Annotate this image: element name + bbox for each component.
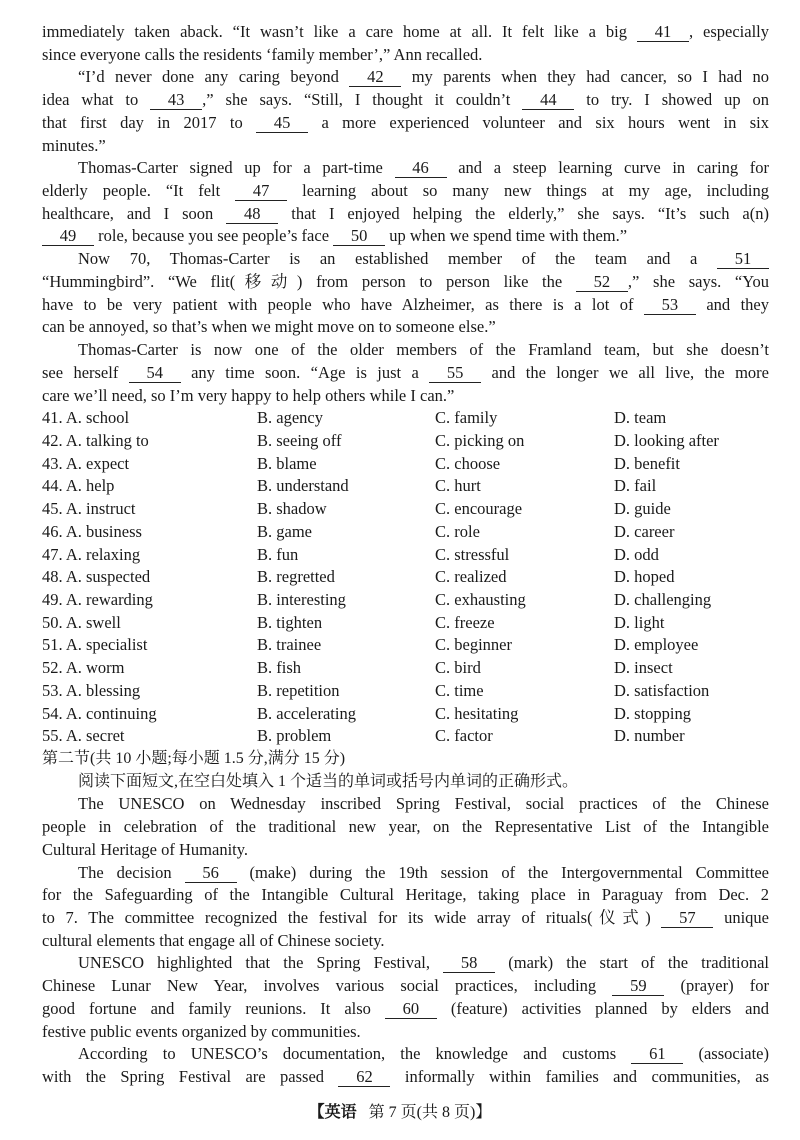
option-c: C. beginner (435, 635, 512, 655)
option-b: B. regretted (257, 567, 335, 587)
text-segment: unique (713, 908, 769, 928)
option-d: D. challenging (614, 589, 712, 609)
footer-page-number: 第 7 页(共 8 页)】 (368, 1104, 492, 1121)
answer-blank: 47 (235, 182, 287, 201)
option-row (42, 703, 769, 726)
option-row (42, 453, 769, 476)
text-segment: and they (695, 294, 769, 314)
answer-blank: 50 (333, 227, 385, 246)
option-b: B. problem (257, 726, 332, 746)
option-b: B. game (257, 521, 312, 541)
text-line (42, 21, 769, 44)
text-line (42, 998, 769, 1021)
text-line (42, 271, 769, 294)
text-segment: (feature) activities planned by elders and (436, 998, 769, 1018)
text-segment: (associate) (683, 1044, 770, 1064)
text-line (42, 975, 769, 998)
text-segment: Chinese Lunar New Year, involves various social practices, including (42, 976, 613, 996)
text-line (42, 225, 769, 248)
option-c: C. exhausting (435, 589, 526, 609)
option-a: 52. A. worm (42, 658, 125, 678)
text-line (42, 1066, 769, 1089)
text-segment: a more experienced volunteer and six hours went in six (308, 112, 769, 132)
text-line (42, 884, 769, 907)
text-segment: and the longer we all live, the more (481, 362, 769, 382)
option-a: 53. A. blessing (42, 680, 141, 700)
option-d: D. stopping (614, 703, 692, 723)
answer-blank: 49 (42, 227, 94, 246)
option-row (42, 430, 769, 453)
passage-fill-in (42, 793, 769, 1088)
text-segment: minutes.” (42, 135, 106, 155)
page-footer (0, 1099, 800, 1122)
text-segment: people in celebration of the traditional new year, on the Representative List of the Intangible (42, 817, 769, 837)
text-segment: since everyone calls the residents ‘family member’,” Ann recalled. (42, 44, 483, 64)
option-a: 54. A. continuing (42, 703, 157, 723)
option-row (42, 634, 769, 657)
text-line (42, 839, 769, 862)
option-d: D. employee (614, 635, 699, 655)
options-list (42, 407, 769, 748)
text-line (42, 816, 769, 839)
text-segment: to 7. The committee recognized the festival for its wide array of rituals(仪式) (42, 908, 662, 928)
answer-blank: 61 (631, 1045, 683, 1064)
text-line (42, 89, 769, 112)
text-segment: Now 70, Thomas-Carter is an established member of the team and a (78, 249, 717, 269)
text-segment: Cultural Heritage of Humanity. (42, 839, 249, 859)
option-b: B. understand (257, 476, 349, 496)
answer-blank: 48 (226, 205, 278, 224)
option-c: C. freeze (435, 612, 495, 632)
option-d: D. hoped (614, 567, 675, 587)
passage-cloze (42, 21, 769, 407)
text-segment: to try. I showed up on (574, 90, 769, 110)
text-segment: “I’d never done any caring beyond (78, 67, 350, 87)
option-row (42, 680, 769, 703)
footer-subject: 【英语 (308, 1104, 357, 1121)
text-segment: care we’ll need, so I’m very happy to help others while I can.” (42, 385, 455, 405)
option-b: B. tighten (257, 612, 323, 632)
text-segment: The decision (78, 862, 185, 882)
text-segment: any time soon. “Age is just a (180, 362, 430, 382)
option-d: D. fail (614, 476, 657, 496)
text-line (42, 952, 769, 975)
answer-blank: 41 (637, 23, 689, 42)
answer-blank: 44 (522, 91, 574, 110)
answer-blank: 62 (338, 1068, 390, 1087)
text-line (42, 362, 769, 385)
text-segment: have to be very patient with people who have Alzheimer, as there is a lot of (42, 294, 644, 314)
text-line (42, 930, 769, 953)
text-segment: role, because you see people’s face (94, 226, 334, 246)
answer-blank: 43 (150, 91, 202, 110)
text-segment: elderly people. “It felt (42, 181, 236, 201)
option-c: C. picking on (435, 430, 525, 450)
text-line (42, 135, 769, 158)
option-b: B. blame (257, 453, 317, 473)
text-line (42, 339, 769, 362)
answer-blank: 59 (612, 977, 664, 996)
option-d: D. number (614, 726, 685, 746)
option-c: C. hurt (435, 476, 481, 496)
text-line (42, 203, 769, 226)
option-b: B. seeing off (257, 430, 342, 450)
section-heading: 第二节(共 10 小题;每小题 1.5 分,满分 15 分) (42, 750, 346, 767)
exam-page (42, 21, 769, 1089)
answer-blank: 46 (395, 159, 447, 178)
option-a: 44. A. help (42, 476, 115, 496)
option-d: D. benefit (614, 453, 680, 473)
answer-blank: 60 (385, 1000, 437, 1019)
option-a: 41. A. school (42, 408, 130, 428)
section-instruction: 阅读下面短文,在空白处填入 1 个适当的单词或括号内单词的正确形式。 (78, 772, 579, 790)
option-b: B. interesting (257, 589, 346, 609)
text-segment: “Hummingbird”. “We flit(移动) from person to person like the (42, 271, 576, 291)
text-segment: (mark) the start of the traditional (495, 953, 769, 973)
option-row (42, 475, 769, 498)
text-segment: immediately taken aback. “It wasn’t like a care home at all. It felt like a big (42, 22, 637, 41)
text-line (42, 180, 769, 203)
option-c: C. stressful (435, 544, 510, 564)
option-row (42, 612, 769, 635)
answer-blank: 53 (644, 296, 696, 315)
option-b: B. repetition (257, 680, 340, 700)
text-segment: Thomas-Carter signed up for a part-time (78, 158, 395, 178)
option-b: B. trainee (257, 635, 322, 655)
option-row (42, 725, 769, 748)
option-a: 49. A. rewarding (42, 589, 153, 609)
option-c: C. factor (435, 726, 493, 746)
option-c: C. realized (435, 567, 507, 587)
option-a: 45. A. instruct (42, 499, 136, 519)
option-d: D. looking after (614, 430, 719, 450)
answer-blank: 42 (349, 68, 401, 87)
text-segment: The UNESCO on Wednesday inscribed Spring Festival, social practices of the Chinese (78, 794, 769, 814)
text-segment: see herself (42, 362, 129, 382)
answer-blank: 45 (256, 114, 308, 133)
text-segment: informally within families and communities, as (390, 1067, 769, 1087)
text-segment: , especially (688, 22, 770, 41)
option-d: D. insect (614, 658, 673, 678)
text-segment: for the Safeguarding of the Intangible Cultural Heritage, taking place in Paraguay from Dec. 2 (42, 885, 769, 905)
text-segment: (make) during the 19th session of the Intergovernmental Committee (236, 862, 770, 882)
answer-blank: 51 (717, 250, 769, 269)
option-c: C. hesitating (435, 703, 519, 723)
answer-blank: 57 (661, 909, 713, 928)
option-d: D. guide (614, 499, 671, 519)
option-d: D. satisfaction (614, 680, 710, 700)
option-d: D. odd (614, 544, 659, 564)
text-segment: cultural elements that engage all of Chinese society. (42, 930, 385, 950)
option-b: B. agency (257, 408, 323, 428)
text-line (42, 294, 769, 317)
text-line (42, 793, 769, 816)
text-segment: ,” she says. “Still, I thought it couldn’t (202, 90, 523, 110)
text-segment: healthcare, and I soon (42, 203, 227, 223)
option-d: D. career (614, 521, 675, 541)
text-line (42, 907, 769, 930)
answer-blank: 52 (576, 273, 628, 292)
text-line (42, 44, 769, 67)
text-segment: learning about so many new things at my age, including (287, 181, 769, 201)
text-segment: ,” she says. “You (627, 271, 769, 291)
text-line (42, 1043, 769, 1066)
option-row (42, 589, 769, 612)
option-a: 55. A. secret (42, 726, 125, 746)
option-a: 50. A. swell (42, 612, 121, 632)
option-d: D. light (614, 612, 665, 632)
option-a: 43. A. expect (42, 453, 130, 473)
text-line (42, 157, 769, 180)
option-c: C. time (435, 680, 484, 700)
text-segment: (prayer) for (664, 976, 769, 996)
answer-blank: 58 (443, 954, 495, 973)
text-line (42, 862, 769, 885)
option-c: C. bird (435, 658, 481, 678)
text-segment: good fortune and family reunions. It also (42, 998, 385, 1018)
text-line (42, 112, 769, 135)
answer-blank: 54 (129, 364, 181, 383)
option-c: C. encourage (435, 499, 523, 519)
option-d: D. team (614, 408, 667, 428)
text-segment: Thomas-Carter is now one of the older members of the Framland team, but she doesn’t (78, 340, 769, 360)
option-c: C. family (435, 408, 498, 428)
option-a: 51. A. specialist (42, 635, 148, 655)
option-c: C. role (435, 521, 480, 541)
answer-blank: 56 (185, 864, 237, 883)
option-b: B. fun (257, 544, 299, 564)
text-segment: UNESCO highlighted that the Spring Festival, (78, 953, 444, 973)
text-segment: with the Spring Festival are passed (42, 1067, 339, 1087)
text-line (42, 316, 769, 339)
option-row (42, 544, 769, 567)
text-segment: my parents when they had cancer, so I had no (401, 67, 770, 87)
text-segment: that first day in 2017 to (42, 112, 257, 132)
text-line (42, 1021, 769, 1044)
option-a: 47. A. relaxing (42, 544, 141, 564)
text-segment: and a steep learning curve in caring for (446, 158, 769, 178)
option-row (42, 521, 769, 544)
option-c: C. choose (435, 453, 501, 473)
text-line (42, 385, 769, 408)
option-a: 42. A. talking to (42, 430, 149, 450)
option-a: 46. A. business (42, 521, 142, 541)
answer-blank: 55 (429, 364, 481, 383)
option-row (42, 657, 769, 680)
option-b: B. fish (257, 658, 302, 678)
text-segment: festive public events organized by communities. (42, 1021, 361, 1041)
text-line (42, 66, 769, 89)
text-segment: According to UNESCO’s documentation, the knowledge and customs (78, 1044, 632, 1064)
option-row (42, 498, 769, 521)
text-segment: that I enjoyed helping the elderly,” she says. “It’s such a(n) (278, 203, 769, 223)
option-b: B. accelerating (257, 703, 356, 723)
text-segment: idea what to (42, 90, 151, 110)
option-b: B. shadow (257, 499, 327, 519)
text-segment: up when we spend time with them.” (385, 226, 628, 246)
text-line (42, 248, 769, 271)
option-a: 48. A. suspected (42, 567, 151, 587)
text-segment: can be annoyed, so that’s when we might move on to someone else.” (42, 317, 496, 337)
option-row (42, 407, 769, 430)
option-row (42, 566, 769, 589)
